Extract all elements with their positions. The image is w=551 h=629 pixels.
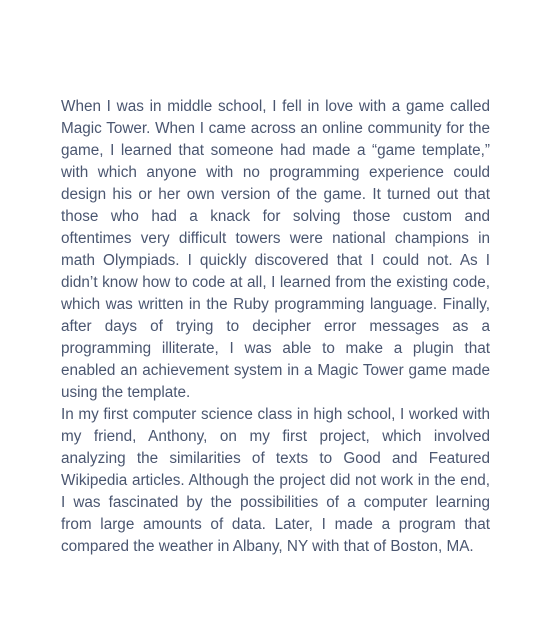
essay-body xyxy=(61,96,490,558)
essay-paragraph-2: In my first computer science class in high school, I worked with my friend, Anthony, on my first project, which involved analyzing the similarities of texts to Good and Featured Wikipedia articles. Although the project did not work in the end, I was fascinated by the possibilities of a computer learning from large amounts of data. Later, I made a program that compared the weather in Albany, NY with that of Boston, MA. xyxy=(61,406,490,555)
essay-paragraph-1: When I was in middle school, I fell in love with a game called Magic Tower. When I came across an online community for the game, I learned that someone had made a “game template,” with which anyone with no programming experience could design his or her own version of the game. It turned out that those who had a knack for solving those custom and oftentimes very difficult towers were national champions in math Olympiads. I quickly discovered that I could not. As I didn’t know how to code at all, I learned from the existing code, which was written in the Ruby programming language. Finally, after days of trying to decipher error messages as a programming illiterate, I was able to make a plugin that enabled an achievement system in a Magic Tower game made using the template. xyxy=(61,98,490,401)
